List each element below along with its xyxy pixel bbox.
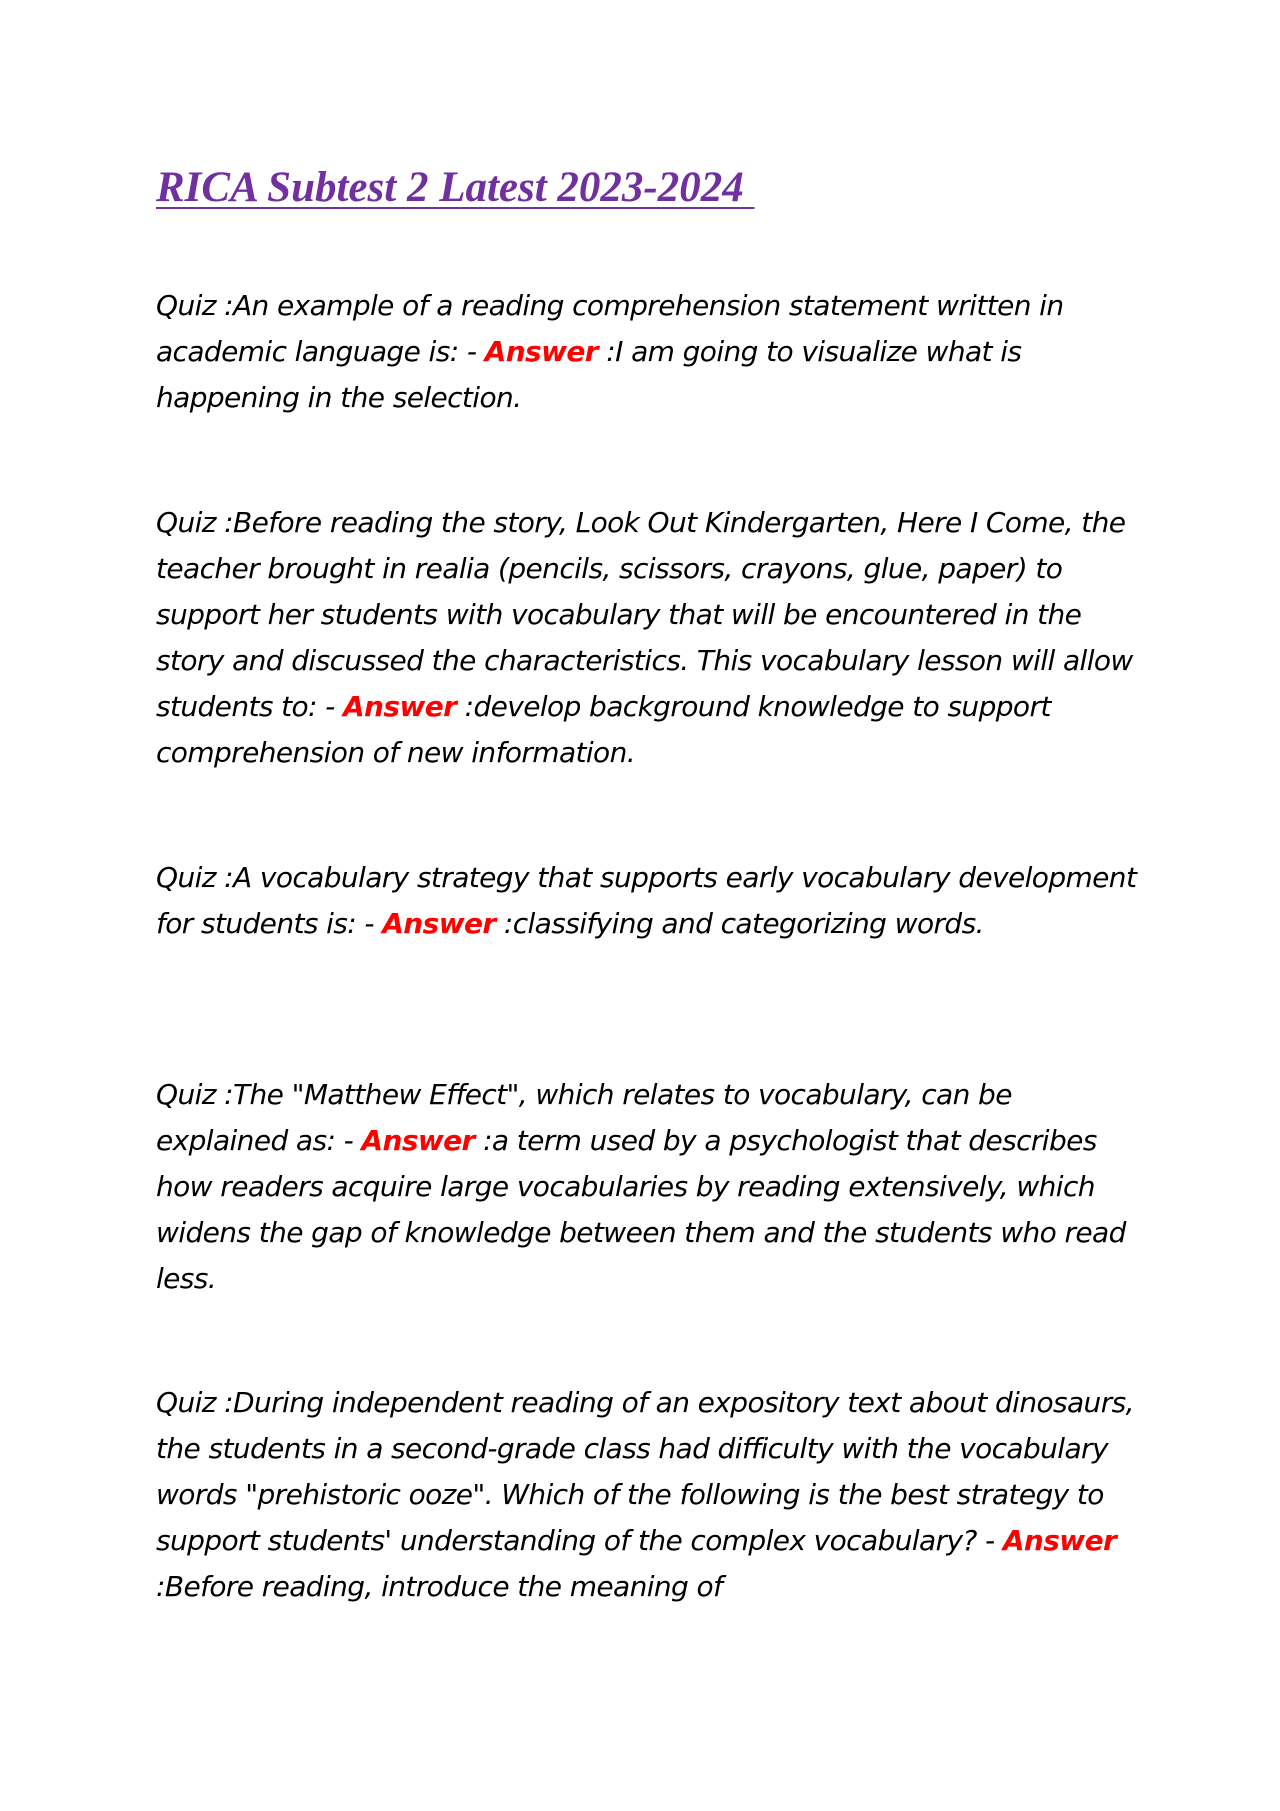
quiz-item <box>156 1072 1141 1302</box>
quiz-item <box>156 283 1141 421</box>
quiz-question: Quiz :During independent reading of an expository text about dinosaurs, the students in a second-grade class had difficulty with the vocabulary words "prehistoric ooze". Which of the following is the best strategy to support students' understanding of the complex vocabulary? - <box>156 1386 1134 1557</box>
quiz-answer: :a term used by a psychologist that describes how readers acquire large vocabularies by reading extensively, which widens the gap of knowledge between them and the students who read less. <box>156 1124 1126 1295</box>
answer-label: Answer <box>1002 1524 1117 1557</box>
quiz-answer: :Before reading, introduce the meaning of <box>156 1570 723 1603</box>
quiz-item <box>156 500 1141 776</box>
quiz-item <box>156 855 1141 947</box>
page-title: RICA Subtest 2 Latest 2023-2024 <box>156 164 755 211</box>
quiz-question: Quiz :The "Matthew Effect", which relates to vocabulary, can be explained as: - <box>156 1078 1012 1157</box>
quiz-question: Quiz :A vocabulary strategy that supports early vocabulary development for students is: - <box>156 861 1137 940</box>
answer-label: Answer <box>342 690 457 723</box>
quiz-item <box>156 1380 1141 1610</box>
quiz-answer: :develop background knowledge to support comprehension of new information. <box>156 690 1051 769</box>
answer-label: Answer <box>484 335 598 368</box>
quiz-answer: :classifying and categorizing words. <box>495 907 984 940</box>
quiz-question: Quiz :An example of a reading comprehension statement written in academic language is: - <box>156 289 1064 368</box>
answer-label: Answer <box>382 907 496 940</box>
quiz-question: Quiz :Before reading the story, Look Out Kindergarten, Here I Come, the teacher brought in realia (pencils, scissors, crayons, glue, paper) to support her students with vocabulary that will be encountered in the story and discussed the characteristics. This vocabulary lesson will allow students to: - <box>156 506 1133 723</box>
quiz-answer: :I am going to visualize what is happening in the selection. <box>156 335 1022 414</box>
answer-label: Answer <box>361 1124 475 1157</box>
